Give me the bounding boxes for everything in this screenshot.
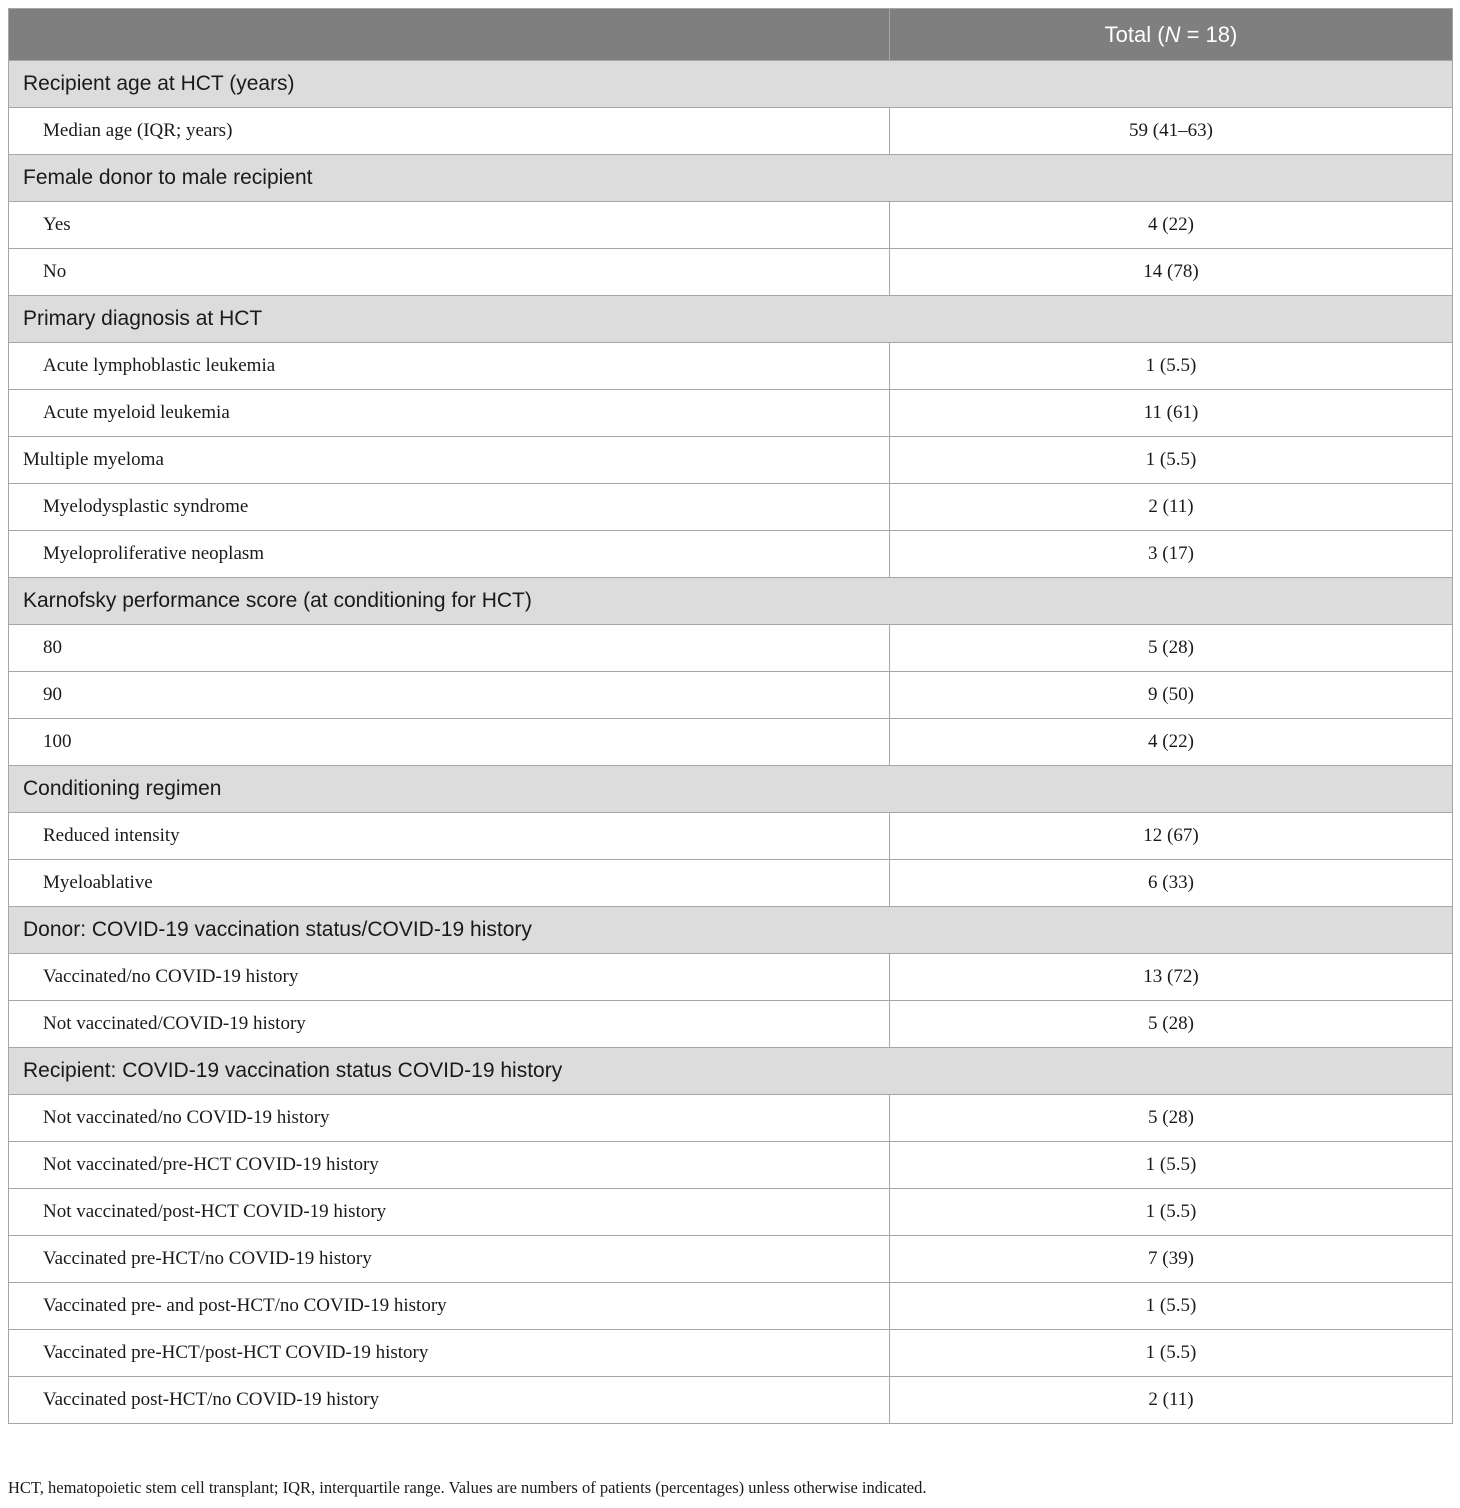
row-value: 5 (28)	[890, 1095, 1453, 1142]
row-value: 12 (67)	[890, 813, 1453, 860]
row-value: 1 (5.5)	[890, 1330, 1453, 1377]
row-value: 6 (33)	[890, 860, 1453, 907]
row-label: Myeloproliferative neoplasm	[9, 531, 890, 578]
table-row	[9, 484, 1453, 531]
row-value: 3 (17)	[890, 531, 1453, 578]
table-row	[9, 954, 1453, 1001]
section-title: Donor: COVID-19 vaccination status/COVID-19 history	[9, 907, 1453, 954]
table-header-row	[9, 9, 1453, 61]
header-label-cell	[9, 9, 890, 61]
row-value: 1 (5.5)	[890, 437, 1453, 484]
row-value: 5 (28)	[890, 1001, 1453, 1048]
total-prefix: Total (	[1104, 21, 1165, 47]
row-value: 2 (11)	[890, 1377, 1453, 1424]
row-label: 100	[9, 719, 890, 766]
table-row	[9, 719, 1453, 766]
row-value: 59 (41–63)	[890, 108, 1453, 155]
row-label: 90	[9, 672, 890, 719]
characteristics-table-container	[8, 8, 1452, 1424]
section-row-recipient-covid	[9, 1048, 1453, 1095]
row-label: Vaccinated post-HCT/no COVID-19 history	[9, 1377, 890, 1424]
table-row	[9, 202, 1453, 249]
row-value: 9 (50)	[890, 672, 1453, 719]
section-title: Primary diagnosis at HCT	[9, 296, 1453, 343]
table-row	[9, 625, 1453, 672]
row-label: Not vaccinated/post-HCT COVID-19 history	[9, 1189, 890, 1236]
table-row	[9, 672, 1453, 719]
section-row-female-donor	[9, 155, 1453, 202]
row-value: 1 (5.5)	[890, 1189, 1453, 1236]
row-value: 13 (72)	[890, 954, 1453, 1001]
row-label: Vaccinated pre- and post-HCT/no COVID-19 history	[9, 1283, 890, 1330]
row-label: Not vaccinated/no COVID-19 history	[9, 1095, 890, 1142]
table-row	[9, 1189, 1453, 1236]
table-row	[9, 1142, 1453, 1189]
table-row	[9, 1095, 1453, 1142]
row-label: Vaccinated/no COVID-19 history	[9, 954, 890, 1001]
row-label: Myeloablative	[9, 860, 890, 907]
total-suffix: = 18)	[1180, 21, 1238, 47]
section-row-karnofsky	[9, 578, 1453, 625]
section-title: Female donor to male recipient	[9, 155, 1453, 202]
table-row	[9, 1330, 1453, 1377]
row-label: Vaccinated pre-HCT/no COVID-19 history	[9, 1236, 890, 1283]
row-label: Not vaccinated/pre-HCT COVID-19 history	[9, 1142, 890, 1189]
row-value: 5 (28)	[890, 625, 1453, 672]
table-row	[9, 860, 1453, 907]
row-value: 2 (11)	[890, 484, 1453, 531]
row-label: 80	[9, 625, 890, 672]
row-value: 4 (22)	[890, 202, 1453, 249]
row-label: Acute myeloid leukemia	[9, 390, 890, 437]
section-row-donor-covid	[9, 907, 1453, 954]
section-title: Conditioning regimen	[9, 766, 1453, 813]
header-total-cell	[890, 9, 1453, 61]
row-label: Not vaccinated/COVID-19 history	[9, 1001, 890, 1048]
row-label: No	[9, 249, 890, 296]
total-n-italic: N	[1164, 21, 1181, 47]
table-footnote: HCT, hematopoietic stem cell transplant; IQR, interquartile range. Values are numbers of patients (percentages) unless otherwise indicated.	[8, 1478, 927, 1497]
table-row	[9, 390, 1453, 437]
row-value: 11 (61)	[890, 390, 1453, 437]
row-label: Vaccinated pre-HCT/post-HCT COVID-19 history	[9, 1330, 890, 1377]
row-label: Reduced intensity	[9, 813, 890, 860]
row-label: Acute lymphoblastic leukemia	[9, 343, 890, 390]
row-label: Yes	[9, 202, 890, 249]
table-row	[9, 249, 1453, 296]
table-row	[9, 343, 1453, 390]
table-row	[9, 108, 1453, 155]
table-row	[9, 1236, 1453, 1283]
table-row	[9, 437, 1453, 484]
row-label: Myelodysplastic syndrome	[9, 484, 890, 531]
row-label: Multiple myeloma	[9, 437, 890, 484]
row-value: 1 (5.5)	[890, 1142, 1453, 1189]
table-row	[9, 531, 1453, 578]
row-value: 1 (5.5)	[890, 343, 1453, 390]
table-row	[9, 813, 1453, 860]
section-row-conditioning	[9, 766, 1453, 813]
row-label: Median age (IQR; years)	[9, 108, 890, 155]
section-title: Karnofsky performance score (at conditioning for HCT)	[9, 578, 1453, 625]
section-row-primary-diagnosis	[9, 296, 1453, 343]
table-row	[9, 1377, 1453, 1424]
section-title: Recipient age at HCT (years)	[9, 61, 1453, 108]
row-value: 14 (78)	[890, 249, 1453, 296]
section-row-recipient-age	[9, 61, 1453, 108]
row-value: 1 (5.5)	[890, 1283, 1453, 1330]
table-row	[9, 1283, 1453, 1330]
row-value: 4 (22)	[890, 719, 1453, 766]
characteristics-table	[8, 8, 1453, 1424]
table-row	[9, 1001, 1453, 1048]
section-title: Recipient: COVID-19 vaccination status COVID-19 history	[9, 1048, 1453, 1095]
row-value: 7 (39)	[890, 1236, 1453, 1283]
